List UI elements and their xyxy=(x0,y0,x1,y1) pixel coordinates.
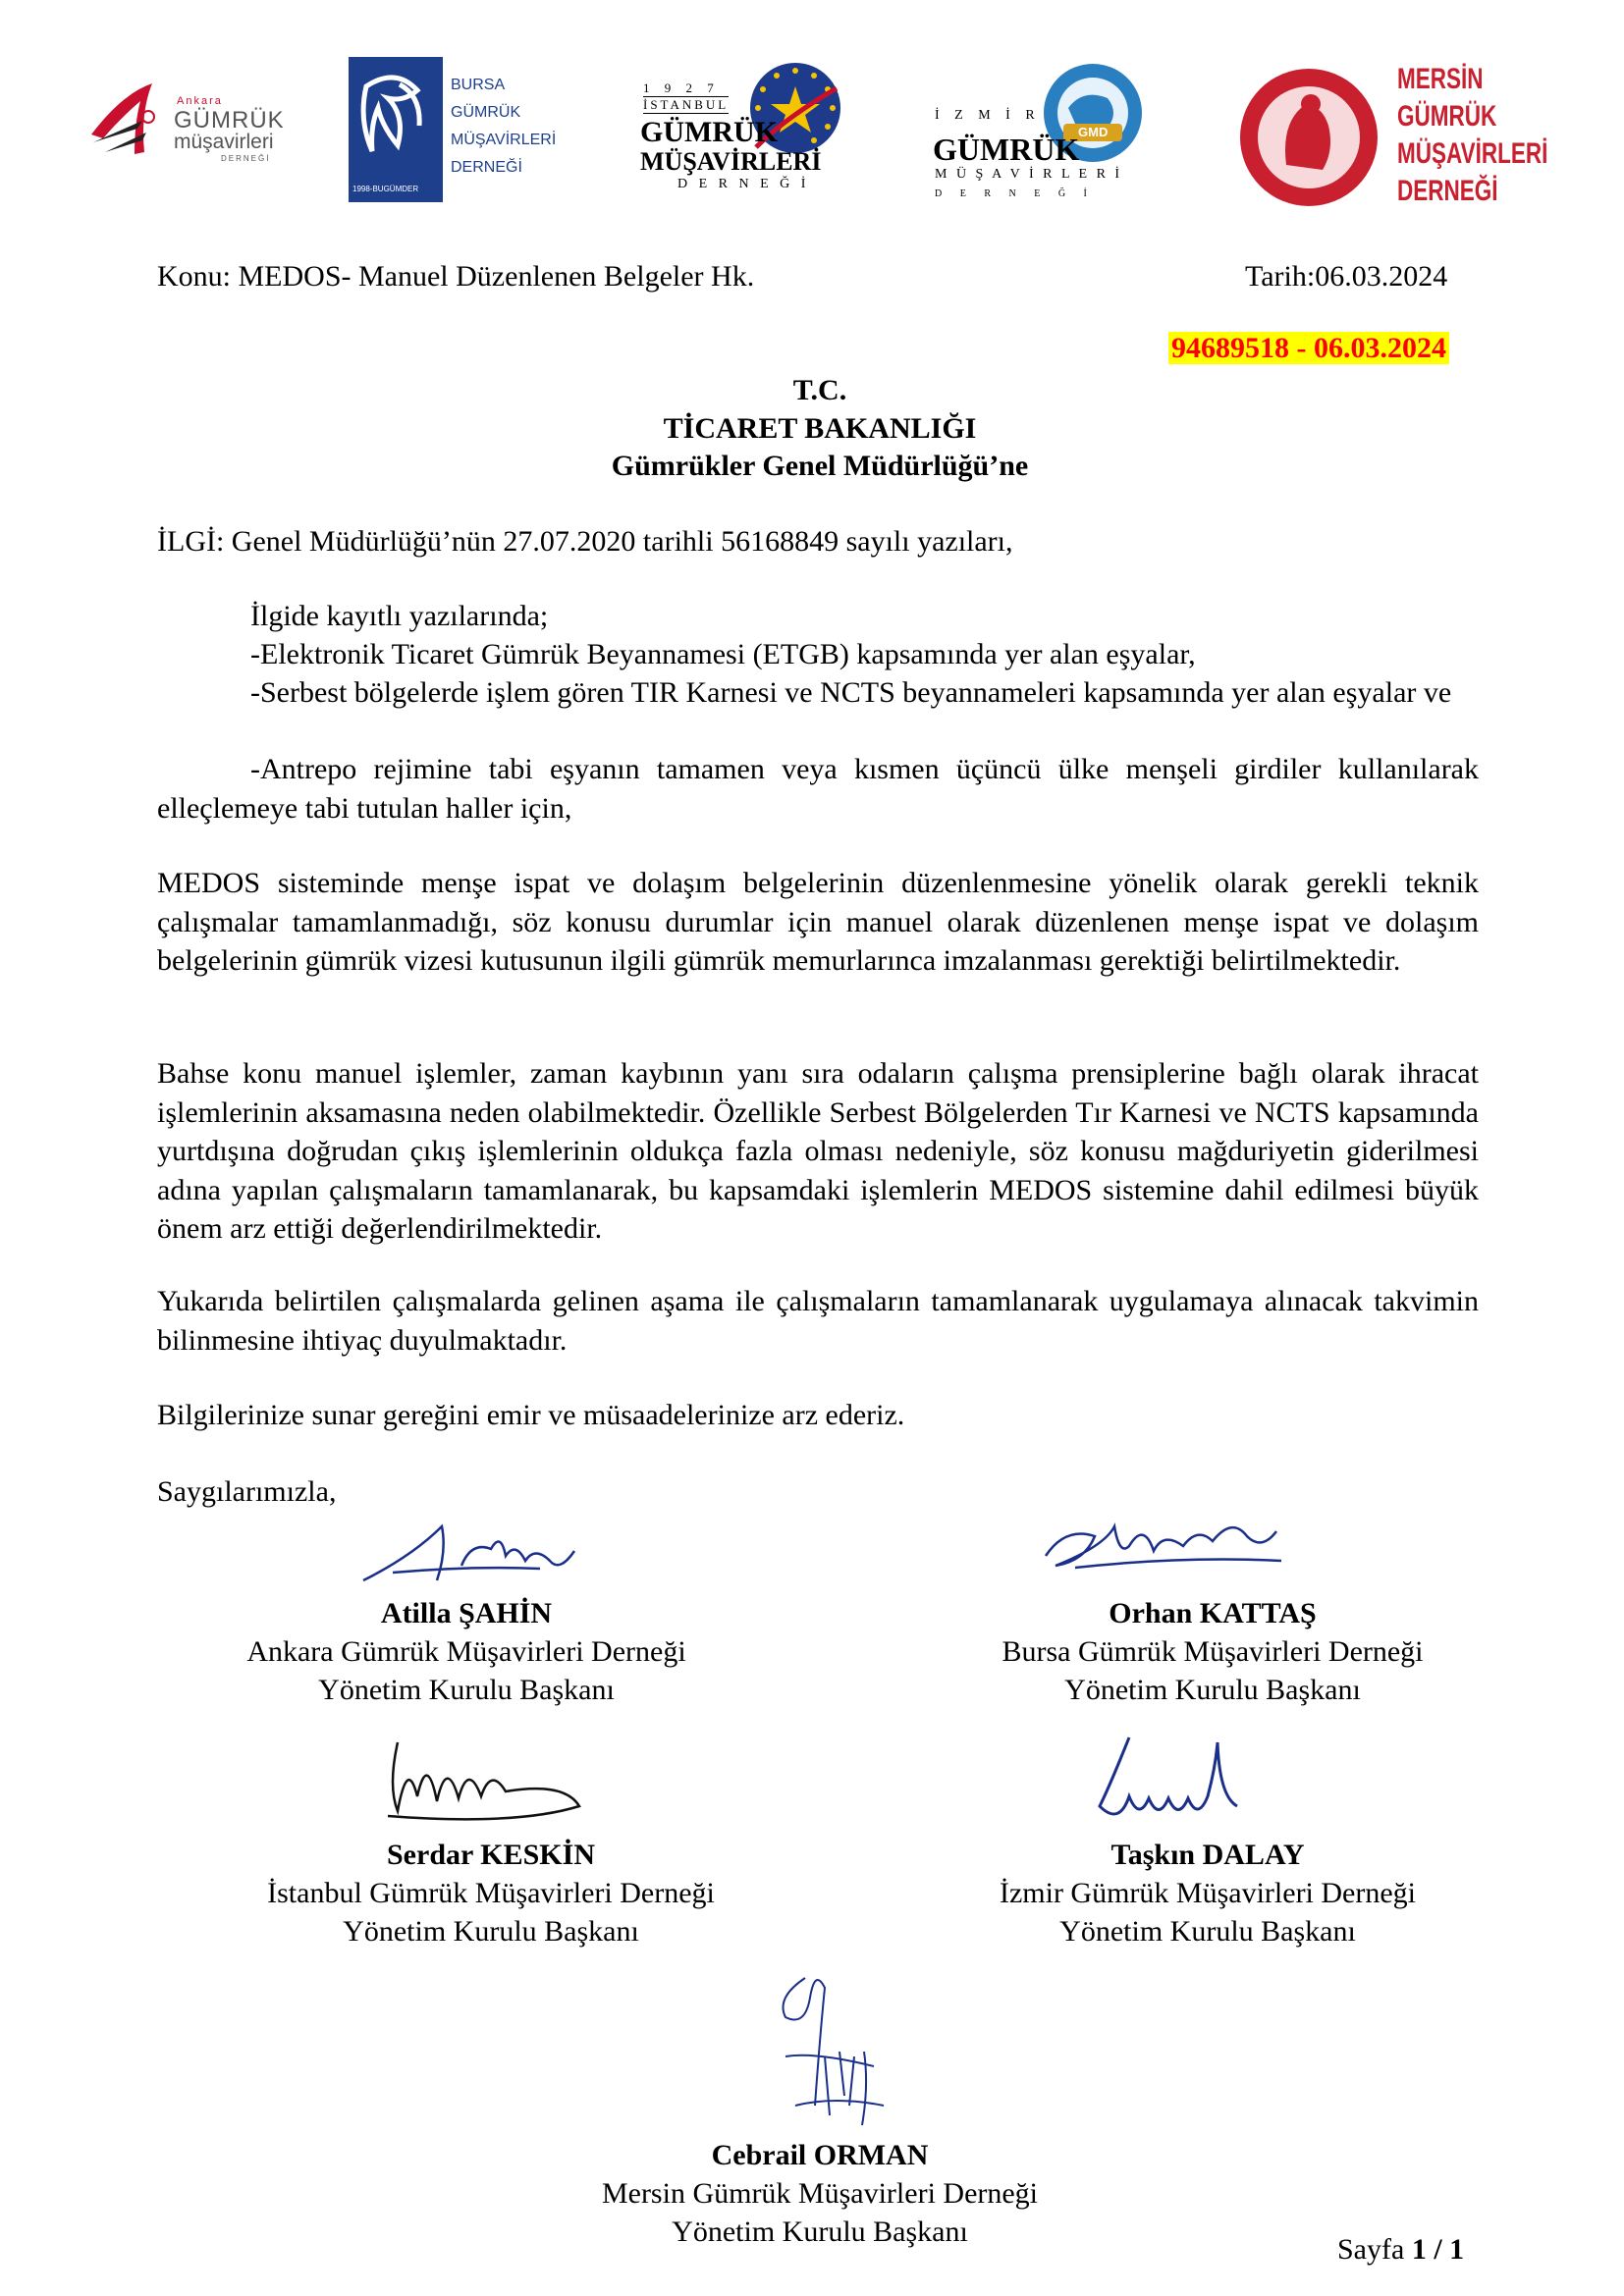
signatory-serdar xyxy=(157,1836,825,1950)
istanbul-logo-city: İSTANBUL xyxy=(643,97,730,112)
signatory-name: Taşkın DALAY xyxy=(1110,1839,1305,1871)
signatory-title: Yönetim Kurulu Başkanı xyxy=(1064,1674,1361,1706)
istanbul-logo-line1: GÜMRÜK xyxy=(640,116,778,148)
signatory-title: Yönetim Kurulu Başkanı xyxy=(1059,1915,1356,1948)
page-label: Sayfa xyxy=(1337,2233,1412,2266)
signatory-org: Mersin Gümrük Müşavirleri Derneği xyxy=(601,2177,1039,2210)
ankara-logo-line2: GÜMRÜK xyxy=(174,107,285,133)
signatory-org: Bursa Gümrük Müşavirleri Derneği xyxy=(1001,1635,1424,1668)
closing-line: Saygılarımızla, xyxy=(157,1475,337,1508)
list-item-1: -Elektronik Ticaret Gümrük Beyannamesi (ETGB) kapsamında yer alan eşyalar, xyxy=(250,638,1196,670)
signature-atilla-icon xyxy=(353,1512,589,1600)
list-intro: İlgide kayıtlı yazılarında; xyxy=(250,600,549,632)
bursa-association-logo xyxy=(349,57,557,202)
izmir-logo-line3: D E R N E Ğ İ xyxy=(935,188,1095,199)
signature-taskin-icon xyxy=(1070,1728,1267,1836)
mersin-logo-line1: MERSİN xyxy=(1397,63,1484,95)
izmir-logo-line2: M Ü Ş A V İ R L E R İ xyxy=(935,167,1123,182)
istanbul-logo-line2: MÜŞAVİRLERİ xyxy=(640,147,822,176)
addressee-line1: T.C. xyxy=(792,374,847,406)
paragraph-4: Bilgilerinize sunar gereğini emir ve müsaadelerinize arz ederiz. xyxy=(157,1399,905,1431)
izmir-association-logo xyxy=(931,59,1157,216)
ankara-association-logo xyxy=(83,74,290,172)
signatory-org: Ankara Gümrük Müşavirleri Derneği xyxy=(246,1635,686,1668)
signature-serdar-icon xyxy=(368,1728,604,1836)
signatory-name: Orhan KATTAŞ xyxy=(1109,1597,1317,1629)
mersin-seal-icon xyxy=(1232,57,1389,224)
signatory-title: Yönetim Kurulu Başkanı xyxy=(343,1915,639,1948)
ankara-logo-line4: DERNEĞİ xyxy=(221,154,271,163)
bursa-logo-line3: MÜŞAVİRLERİ xyxy=(451,132,557,148)
paragraph-3: Yukarıda belirtilen çalışmalarda gelinen aşama ile çalışmaların tamamlanarak uygulamaya alınacak takvimin bilinmesine ihtiyaç duyulmaktadır. xyxy=(157,1285,1479,1357)
addressee-line2: TİCARET BAKANLIĞI xyxy=(663,412,977,445)
signatory-taskin xyxy=(933,1836,1483,1950)
bursa-logo-line2: GÜMRÜK xyxy=(451,104,521,121)
izmir-logo-line1: GÜMRÜK xyxy=(933,132,1080,167)
ilgi-line: İLGİ: Genel Müdürlüğü’nün 27.07.2020 tarihli 56168849 sayılı yazıları, xyxy=(157,525,1013,558)
paragraph-2: Bahse konu manuel işlemler, zaman kaybının yanı sıra odaların çalışma prensiplerine bağlı olarak ihracat işlemlerinin aksamasına neden olabilmektedir. Özellikle Serbest Bölgelerden Tır Karnesi ve NCTS kapsamında yurtdışına doğrudan çıkış işlemlerinin oldukça fazla olması nedeniyle, söz konusu mağduriyetin giderilmesi adına yapılan çalışmaların tamamlanarak, bu kapsamdaki işlemlerin MEDOS sistemine dahil edilmesi büyük önem arz ettiği değerlendirilmektedir. xyxy=(157,1057,1479,1245)
signatory-org: İstanbul Gümrük Müşavirleri Derneği xyxy=(267,1877,715,1909)
bursa-logo-line1: BURSA xyxy=(451,77,506,93)
page-footer xyxy=(1337,2230,1464,2269)
izmir-logo-badge: GMD xyxy=(1078,125,1109,139)
signatory-title: Yönetim Kurulu Başkanı xyxy=(672,2216,968,2248)
mersin-logo-line3: MÜŞAVİRLERİ xyxy=(1397,137,1548,170)
ankara-logo-line1: Ankara xyxy=(177,95,223,107)
istanbul-association-logo xyxy=(638,59,864,206)
mersin-logo-line4: DERNEĞİ xyxy=(1397,175,1498,207)
bursa-logo-since: 1998-BUGÜMDER xyxy=(352,185,419,193)
signatory-title: Yönetim Kurulu Başkanı xyxy=(318,1674,615,1706)
mersin-association-logo xyxy=(1232,57,1548,224)
addressee-line3: Gümrükler Genel Müdürlüğü’ne xyxy=(611,450,1029,482)
signatory-name: Cebrail ORMAN xyxy=(711,2139,929,2171)
paragraph-1: MEDOS sisteminde menşe ispat ve dolaşım belgelerinin düzenlenmesine yönelik olarak gerekli teknik çalışmalar tamamlanmadığı, söz konusu durumlar için manuel olarak düzenlenen menşe ispat ve dolaşım belgelerinin gümrük vizesi kutusunun ilgili gümrük memurlarınca imzalanması gerektiği belirtilmektedir. xyxy=(157,867,1479,977)
istanbul-logo-year: 1 9 2 7 xyxy=(643,80,720,95)
page-number: 1 / 1 xyxy=(1411,2233,1465,2266)
ankara-logo-line3: müşavirleri xyxy=(174,131,274,153)
izmir-logo-city: İ Z M İ R xyxy=(935,108,1041,123)
signatory-cebrail xyxy=(452,2136,1188,2251)
bursa-emblem-icon xyxy=(349,57,443,175)
signatory-name: Atilla ŞAHİN xyxy=(380,1597,553,1629)
bursa-logo-mark xyxy=(349,57,443,202)
signature-orhan-icon xyxy=(1036,1507,1291,1585)
mersin-logo-line2: GÜMRÜK xyxy=(1397,100,1497,133)
bursa-logo-line4: DERNEĞİ xyxy=(451,159,522,176)
signatory-orhan xyxy=(933,1594,1492,1709)
document-date: Tarih:06.03.2024 xyxy=(1245,260,1448,293)
list-item-3: -Antrepo rejimine tabi eşyanın tamamen veya kısmen üçüncü ülke menşeli girdiler kullanılarak elleçlemeye tabi tutulan haller için, xyxy=(157,753,1479,825)
signature-cebrail-icon xyxy=(756,1958,903,2145)
istanbul-logo-line3: D E R N E Ğ İ xyxy=(677,177,810,191)
reference-number-highlight xyxy=(1168,331,1449,366)
signatory-org: İzmir Gümrük Müşavirleri Derneği xyxy=(999,1877,1417,1909)
signatory-name: Serdar KESKİN xyxy=(387,1839,595,1871)
reference-number: 94689518 - 06.03.2024 xyxy=(1168,332,1449,364)
list-item-2: -Serbest bölgelerde işlem gören TIR Karnesi ve NCTS beyannameleri kapsamında yer alan eşyalar ve xyxy=(250,676,1452,709)
signatory-atilla xyxy=(157,1594,776,1709)
subject-line: Konu: MEDOS- Manuel Düzenlenen Belgeler Hk. xyxy=(157,260,755,293)
